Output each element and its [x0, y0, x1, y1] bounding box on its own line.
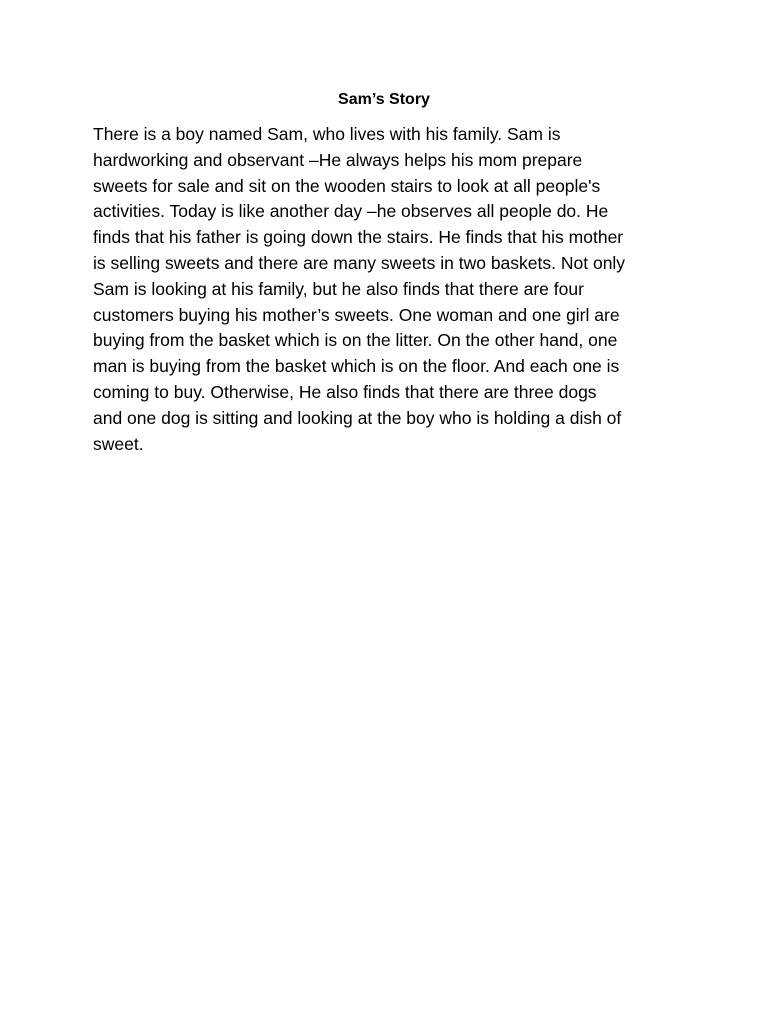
document-body	[93, 122, 693, 457]
body-line: man is buying from the basket which is on the floor. And each one is	[93, 356, 620, 377]
body-line: hardworking and observant –He always helps his mom prepare	[93, 149, 583, 170]
body-line: and one dog is sitting and looking at the boy who is holding a dish of	[93, 407, 622, 428]
body-line: There is a boy named Sam, who lives with his family. Sam is	[93, 124, 561, 144]
body-line: is selling sweets and there are many sweets in two baskets. Not only	[93, 252, 626, 273]
document-title: Sam’s Story	[338, 91, 430, 108]
body-line: sweets for sale and sit on the wooden stairs to look at all people's	[93, 175, 601, 196]
body-line: finds that his father is going down the stairs. He finds that his mother	[93, 227, 624, 248]
body-line: Sam is looking at his family, but he also finds that there are four	[93, 278, 584, 299]
body-line: sweet.	[93, 433, 144, 454]
body-line: activities. Today is like another day –he observes all people do. He	[93, 201, 609, 222]
body-line: coming to buy. Otherwise, He also finds that there are three dogs	[93, 381, 597, 402]
body-line: buying from the basket which is on the litter. On the other hand, one	[93, 330, 618, 351]
body-line: customers buying his mother’s sweets. One woman and one girl are	[93, 304, 620, 325]
